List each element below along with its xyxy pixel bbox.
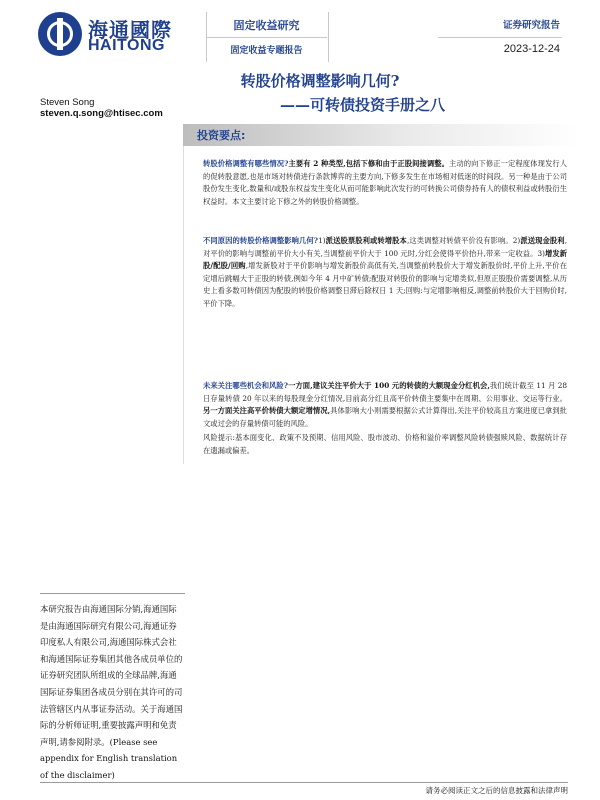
header-right-divider — [438, 37, 562, 38]
footer-notice: 请务必阅读正文之后的信息披露和法律声明 — [425, 786, 568, 795]
bold-text: 派送股票股利或转增股本 — [325, 236, 407, 245]
bold-text: 派送现金股利 — [520, 236, 565, 245]
body-text: 具体影响大小则需要根据公式计算得出,关注平价较高且方案进度已拿到批文或过会的存量转债可能的风险。 — [203, 406, 567, 428]
question-heading: 未来关注哪些机会和风险? — [203, 381, 289, 390]
body-text: 我们统计截至 11 月 28 日存量转债 20 年以来的每股现金分红情况,目前高分红且高平价转债主要集中在周期、公用事业、交运等行业。 — [203, 381, 567, 403]
body-text: ,这类调整对转债平价没有影响。2) — [406, 236, 521, 245]
footer-divider — [40, 782, 568, 783]
body-text: ,增发新股对于平价影响与增发新股价高低有关,当调整前转股价大于增发新股价时,平价上升,平价在定增后跳幅大于正股的转债,例如今年 4 月中矿转债;配股对转股价的影响与定增类似,但原正股股价需要调整,从历史上看多数可转债因为配股的转股价格调整日滞后除权日 1 天;回购:与定增影响相反,调整前转股价大于回购价时,平价下降。 — [203, 261, 567, 308]
report-subtitle: ——可转债投资手册之八 — [280, 96, 446, 114]
bold-text: 增发新股/配股/回购 — [203, 248, 568, 271]
body-text: 1) — [318, 236, 326, 245]
question-heading: 不同原因的转股价格调整影响几何? — [203, 236, 319, 245]
company-logo — [38, 12, 188, 56]
risk-warning: 风险提示:基本面变化、政策不及预期、信用风险、股市波动、价格和溢价率调整风险转债强赎风险、数据统计存在遗漏或偏差。 — [203, 433, 567, 455]
logo-emblem-icon — [38, 12, 82, 56]
bold-text: 一方面,建议关注平价大于 100 元的转债的大额现金分红机会, — [288, 381, 490, 390]
report-title: 转股价格调整影响几何? — [240, 72, 400, 90]
disclaimer-text: 本研究报告由海通国际分销,海通国际是由海通国际研究有限公司,海通证券印度私人有限公司,海通国际株式会社和海通国际证券集团其他各成员单位的证券研究团队所组成的全球品牌,海通国际证券集团各成员分别在其许可的司法管辖区内从事证券活动。关于海通国际的分析师证明,重要披露声明和免责声明,请参阅附录。(Please see appendix for English translation of the disclaimer) — [40, 604, 183, 780]
bold-text: 另一方面关注高平价转债大额定增情况, — [203, 406, 331, 416]
author-name: Steven Song — [40, 97, 95, 108]
report-sector: 固定收益研究 — [233, 19, 300, 32]
logo-chinese-name: 海通國際 — [88, 18, 172, 42]
bold-text: 主要有 2 种类型,包括下修和由于正股间接调整。 — [288, 159, 450, 168]
column-divider — [183, 146, 184, 464]
summary-heading: 投资要点: — [197, 129, 246, 142]
author-email[interactable]: steven.q.song@htisec.com — [40, 108, 163, 119]
body-text: ,对平价的影响与调整前平价大小有关,当调整前平价大于 100 元时,分红会使得平价抬升,带来一定收益。3) — [203, 236, 568, 258]
question-heading: 转股价格调整有哪些情况? — [203, 159, 289, 168]
header-divider — [206, 37, 327, 38]
logo-english-name: HAITONG — [88, 37, 165, 54]
report-date: 2023-12-24 — [503, 43, 560, 55]
body-text: 主动的向下修正一定程度体现发行人的促转股意愿,也是市场对转债进行条款博弈的主要方向,下修多发生在市场相对低迷的时间段。另一种是由于公司股份发生变化,数量和/或股东权益发生变化从而可能影响此次发行的可转换公司债券持有人的债权利益或转股衍生权益时。本文主要讨论下修之外的转股价格调整。 — [203, 159, 567, 206]
summary-paragraph-2 — [203, 235, 567, 311]
disclaimer-divider — [40, 593, 185, 594]
report-label: 证券研究报告 — [502, 20, 560, 31]
summary-paragraph-1 — [203, 158, 567, 208]
summary-paragraph-3 — [203, 380, 567, 430]
report-type: 固定收益专题报告 — [230, 46, 303, 56]
